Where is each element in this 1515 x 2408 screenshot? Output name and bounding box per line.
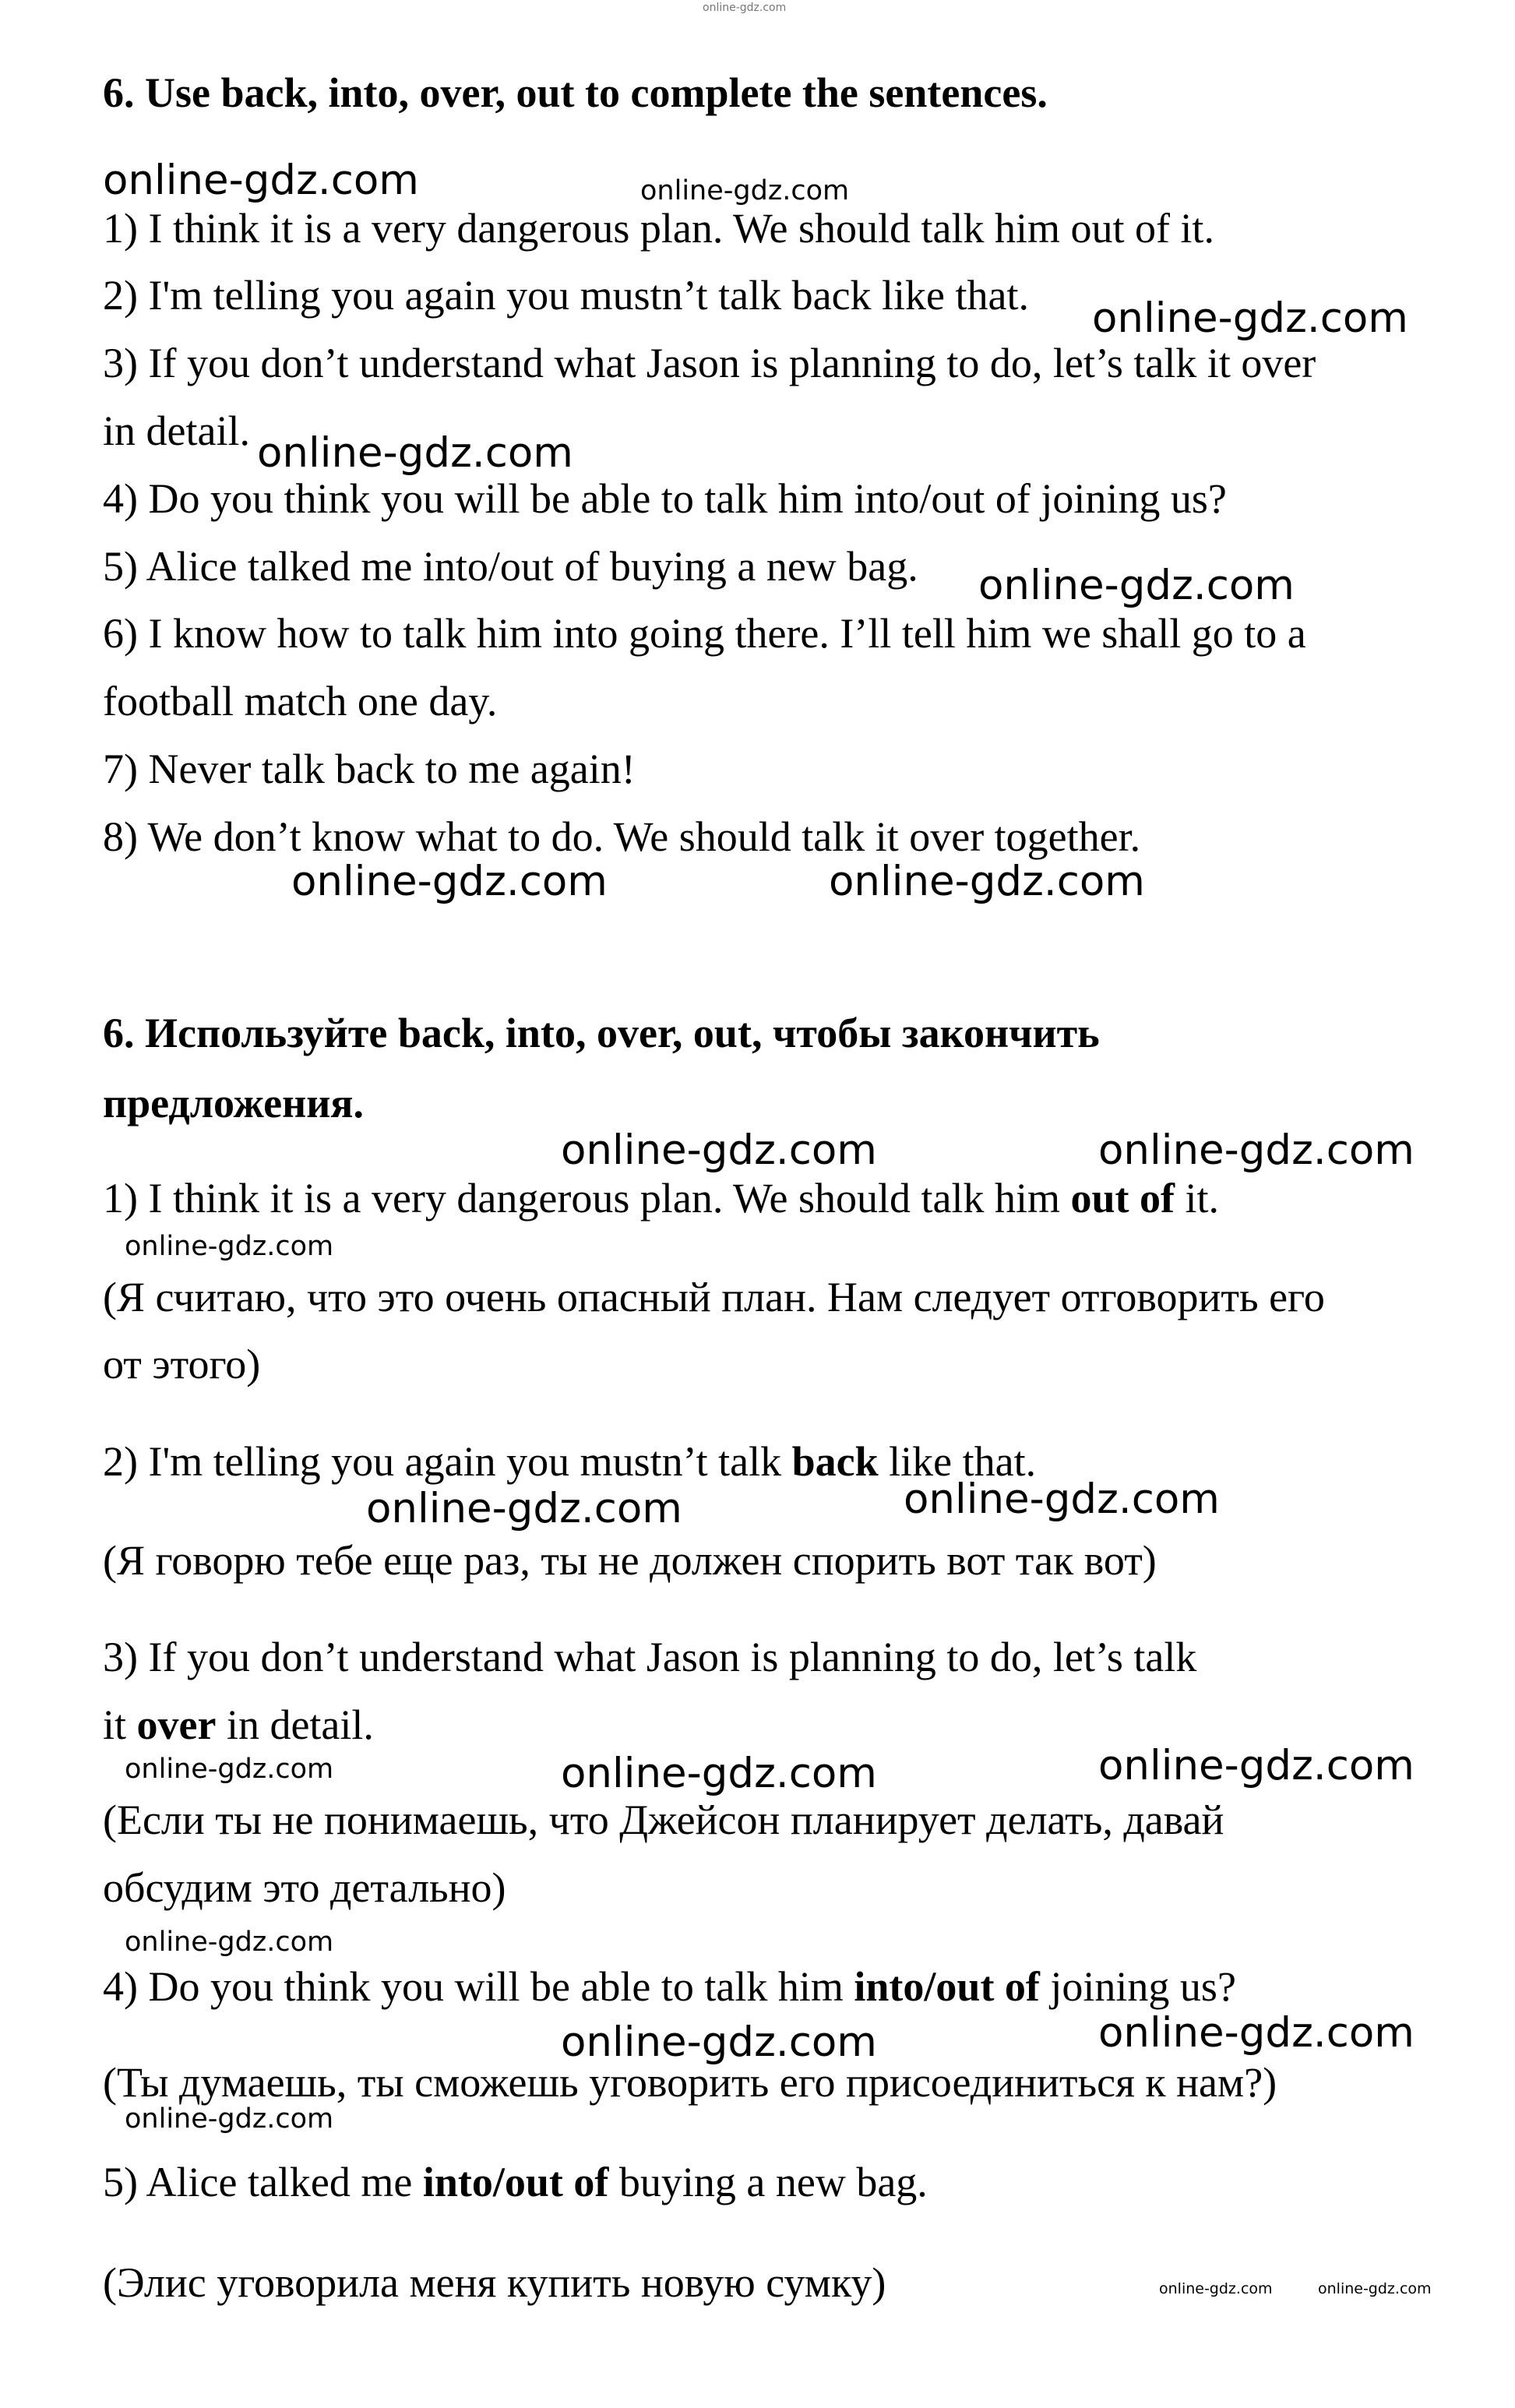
answer-sentence: 2) I'm telling you again you mustn’t talk back like that. xyxy=(103,1438,1037,1485)
translation-line: от этого) xyxy=(103,1341,261,1387)
sentence-line: 8) We don’t know what to do. We should talk it over together. xyxy=(103,813,1141,860)
watermark: online-gdz.com xyxy=(366,1485,682,1532)
sentence-line: 1) I think it is a very dangerous plan. We should talk him out of it. xyxy=(103,205,1214,252)
answer-sentence: 4) Do you think you will be able to talk him into/out of joining us? xyxy=(103,1963,1236,2010)
watermark: online-gdz.com xyxy=(703,2,787,14)
answer-word: into/out of xyxy=(422,2159,609,2205)
sentence-line: 5) Alice talked me into/out of buying a new bag. xyxy=(103,543,918,590)
exercise-heading-ru: предложения. xyxy=(103,1080,365,1126)
watermark: online-gdz.com xyxy=(125,1754,334,1785)
watermark: online-gdz.com xyxy=(1318,2280,1432,2297)
watermark: online-gdz.com xyxy=(978,562,1295,609)
sentence-line: in detail. xyxy=(103,407,250,454)
answer-sentence: 5) Alice talked me into/out of buying a new bag. xyxy=(103,2159,928,2205)
sentence-line: 3) If you don’t understand what Jason is planning to do, let’s talk it over xyxy=(103,340,1316,386)
watermark: online-gdz.com xyxy=(904,1475,1220,1523)
exercise-heading-ru: 6. Используйте back, into, over, out, чтобы закончить xyxy=(103,1010,1100,1056)
watermark: online-gdz.com xyxy=(640,175,850,206)
translation-line: (Ты думаешь, ты сможешь уговорить его присоединиться к нам?) xyxy=(103,2059,1277,2106)
sentence-line: 6) I know how to talk him into going there. I’ll tell him we shall go to a xyxy=(103,610,1306,657)
watermark: online-gdz.com xyxy=(291,858,608,905)
watermark: online-gdz.com xyxy=(829,858,1145,905)
watermark: online-gdz.com xyxy=(1098,2009,1415,2057)
exercise-heading: 6. Use back, into, over, out to complete the sentences. xyxy=(103,69,1048,116)
watermark: online-gdz.com xyxy=(561,2018,877,2066)
sentence-line: 7) Never talk back to me again! xyxy=(103,746,636,792)
watermark: online-gdz.com xyxy=(1159,2280,1273,2297)
translation-line: (Я говорю тебе еще раз, ты не должен спорить вот так вот) xyxy=(103,1537,1157,1584)
watermark: online-gdz.com xyxy=(257,429,573,477)
answer-sentence: 1) I think it is a very dangerous plan. We should talk him out of it. xyxy=(103,1175,1219,1222)
watermark: online-gdz.com xyxy=(561,1750,877,1797)
translation-line: (Элис уговорила меня купить новую сумку) xyxy=(103,2259,886,2306)
translation-line: (Если ты не понимаешь, что Джейсон планирует делать, давай xyxy=(103,1796,1224,1843)
watermark: online-gdz.com xyxy=(125,2103,334,2135)
sentence-line: 2) I'm telling you again you mustn’t talk back like that. xyxy=(103,272,1030,319)
watermark: online-gdz.com xyxy=(103,157,419,204)
answer-word: over xyxy=(136,1701,217,1748)
watermark: online-gdz.com xyxy=(1098,1126,1415,1174)
answer-sentence: 3) If you don’t understand what Jason is planning to do, let’s talk xyxy=(103,1634,1197,1680)
watermark: online-gdz.com xyxy=(561,1126,877,1174)
watermark: online-gdz.com xyxy=(125,1231,334,1262)
watermark: online-gdz.com xyxy=(125,1927,334,1958)
sentence-line: football match one day. xyxy=(103,678,498,725)
answer-sentence: it over in detail. xyxy=(103,1701,374,1748)
sentence-line: 4) Do you think you will be able to talk him into/out of joining us? xyxy=(103,475,1227,522)
answer-word: back xyxy=(791,1438,879,1485)
answer-word: into/out of xyxy=(854,1963,1040,2010)
translation-line: (Я считаю, что это очень опасный план. Нам следует отговорить его xyxy=(103,1274,1325,1320)
watermark: online-gdz.com xyxy=(1098,1742,1415,1789)
translation-line: обсудим это детально) xyxy=(103,1864,506,1911)
watermark: online-gdz.com xyxy=(1092,294,1408,342)
answer-word: out of xyxy=(1070,1175,1175,1222)
